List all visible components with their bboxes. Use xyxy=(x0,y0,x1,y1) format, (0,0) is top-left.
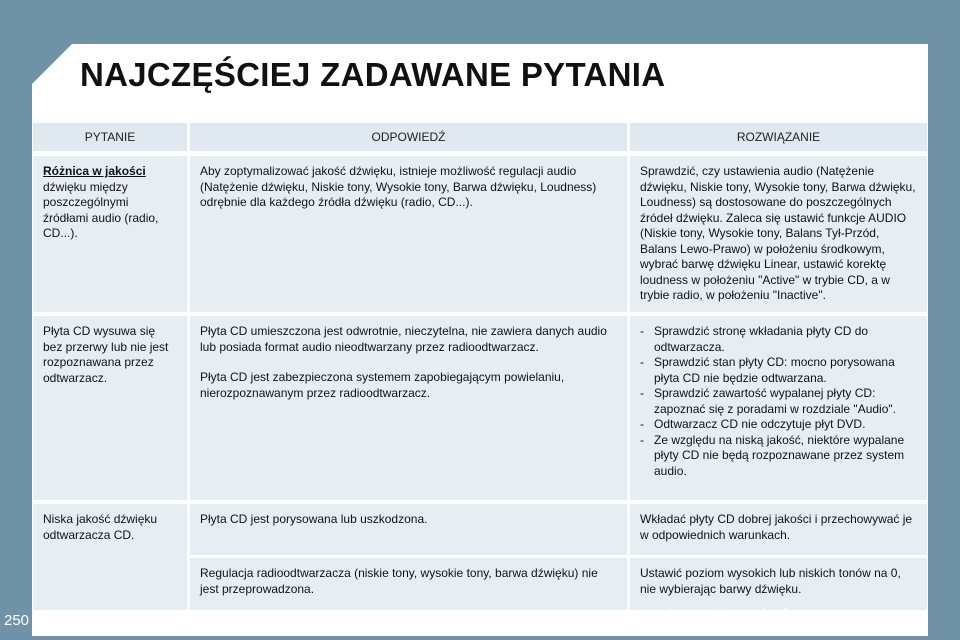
row2-question xyxy=(33,316,187,500)
list-item: - Odtwarzacz CD nie odczytuje płyt DVD. xyxy=(640,417,917,433)
row2-answer-p2: Płyta CD jest zabezpieczona systemem zapobiegającym powielaniu, nierozpoznawanym przez radioodtwarzacz. xyxy=(200,370,565,400)
list-item: - Sprawdzić stronę wkładania płyty CD do odtwarzacza. xyxy=(640,324,917,355)
list-item: - Sprawdzić zawartość wypalanej płyty CD: zapoznać się z poradami w rozdziale "Audio". xyxy=(640,386,917,417)
row3-answer-a-text: Płyta CD jest porysowana lub uszkodzona. xyxy=(200,512,428,526)
row1-solution-text: Sprawdzić, czy ustawienia audio (Natężenie dźwięku, Niskie tony, Wysokie tony, Barwa dźwięku, Loudness) są dostosowane do poszczególnych źródeł dźwięku. Zaleca się ustawić funkcje AUDIO (Niskie tony, Wysokie tony, Balans Tył-Przód, Balans Lewo-Prawo) w położeniu środkowym, wybrać barwę dźwięku Linear, ustawić korektę loudness w położeniu "Active" w trybie CD, a w trybie radio, w położeniu "Inactive". xyxy=(640,164,916,302)
page-title: NAJCZĘŚCIEJ ZADAWANE PYTANIA xyxy=(80,56,666,93)
header-answer: ODPOWIEDŹ xyxy=(190,123,627,151)
row3-question-text: Niska jakość dźwięku odtwarzacza CD. xyxy=(43,512,158,542)
row1-solution xyxy=(630,156,927,312)
page-number: 250 xyxy=(4,612,30,629)
row3-solution-b xyxy=(630,558,927,610)
list-item: - Sprawdzić stan płyty CD: mocno porysowana płyta CD nie będzie odtwarzana. xyxy=(640,355,917,386)
row1-answer-text: Aby zoptymalizować jakość dźwięku, istnieje możliwość regulacji audio (Natężenie dźwięku, Niskie tony, Wysokie tony, Barwa dźwięku, Loudness) odrębnie dla każdego źródła dźwięku (radio, CD...). xyxy=(200,164,597,209)
row1-question-bold: Różnica w jakości xyxy=(43,164,146,178)
row1-question-text: dźwięku między poszczególnymi źródłami audio (radio, CD...). xyxy=(43,179,159,240)
row2-question-text: Płyta CD wysuwa się bez przerwy lub nie jest rozpoznawana przez odtwarzacz. xyxy=(43,324,169,385)
list-item: - Ze względu na niską jakość, niektóre wypalane płyty CD nie będą rozpoznawane przez system audio. xyxy=(640,433,917,480)
row3-question xyxy=(33,504,187,610)
row2-solution-list xyxy=(640,324,917,479)
header-solution: ROZWIĄZANIE xyxy=(630,123,927,151)
row3-solution-a-text: Wkładać płyty CD dobrej jakości i przechowywać je w odpowiednich warunkach. xyxy=(640,512,913,542)
row2-answer xyxy=(190,316,627,500)
row3-answer-b-text: Regulacja radioodtwarzacza (niskie tony, wysokie tony, barwa dźwięku) nie jest przeprowadzona. xyxy=(200,566,598,596)
row2-solution xyxy=(630,316,927,500)
row3-solution-b-text: Ustawić poziom wysokich lub niskich tonów na 0, nie wybierając barwy dźwięku. xyxy=(640,566,901,596)
row3-solution-a xyxy=(630,504,927,555)
row1-answer xyxy=(190,156,627,312)
row2-answer-p1: Płyta CD umieszczona jest odwrotnie, nieczytelna, nie zawiera danych audio lub posiada format audio nieodtwarzany przez radioodtwarzacz. xyxy=(200,324,607,354)
row3-answer-b xyxy=(190,558,627,610)
watermark: carmanualsonline.info xyxy=(558,604,802,631)
row3-answer-a xyxy=(190,504,627,555)
header-question: PYTANIE xyxy=(33,123,187,151)
row1-question xyxy=(33,156,187,312)
